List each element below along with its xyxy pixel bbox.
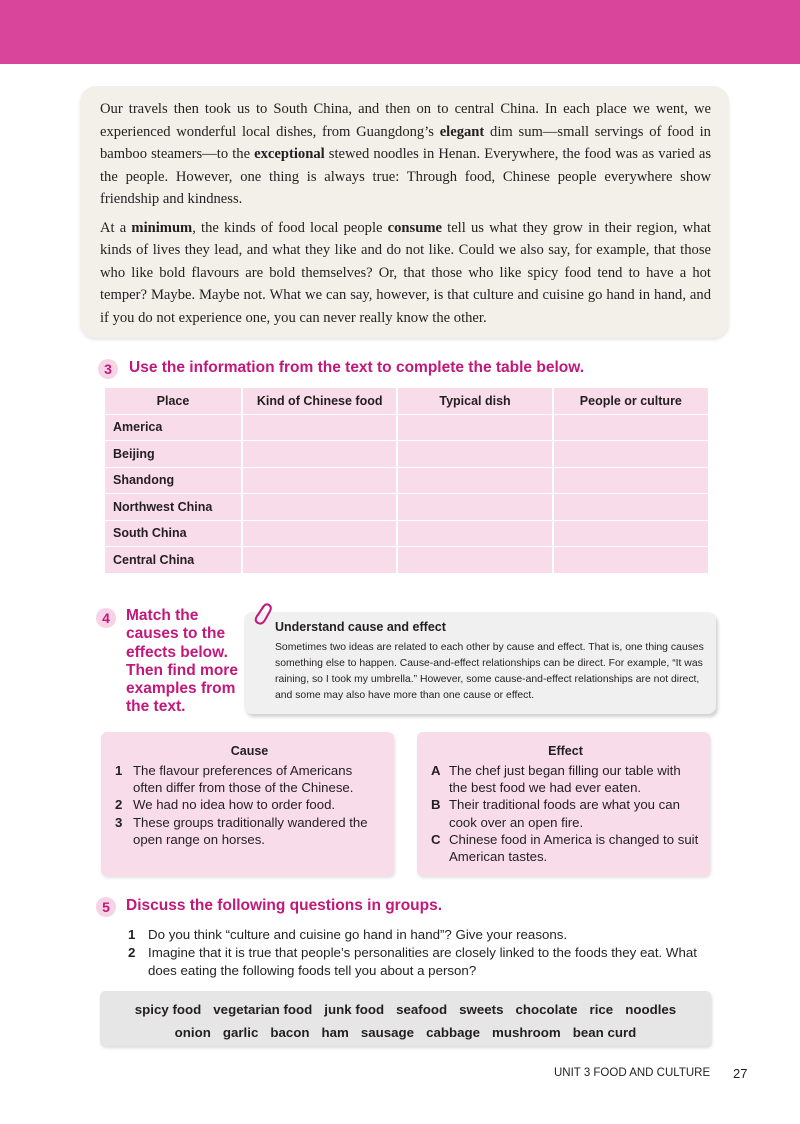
table-cell-blank	[398, 494, 551, 521]
page-number: 27	[733, 1066, 748, 1081]
table-cell-blank	[243, 415, 396, 442]
effect-item-text: Chinese food in America is changed to suit American tastes.	[449, 831, 699, 865]
table-cell-blank	[398, 521, 551, 548]
food-word: onion	[174, 1025, 211, 1040]
table-cell-blank	[398, 547, 551, 574]
tip-text: Sometimes two ideas are related to each other by cause and effect. That is, one thing causes something else to happen. Cause-and-effect relationships can be direct. For example, “It was raining, so I took my umbrella.” However, some cause-and-effect relationships are not direct, and some may also have more than one cause or effect.	[275, 642, 704, 701]
effect-item-number: B	[431, 797, 441, 813]
question-4-title: Match the causes to the effects below. Then find more examples from the text.	[126, 607, 238, 716]
food-row-1	[100, 998, 711, 1021]
question-5-title: Discuss the following questions in groups.	[126, 897, 443, 914]
reading-passage	[80, 86, 729, 338]
question-5-number: 5	[96, 897, 116, 917]
table-cell-blank	[554, 521, 708, 548]
vocab-word: minimum	[131, 219, 193, 236]
discussion-question-text: Do you think “culture and cuisine go hand in hand”? Give your reasons.	[148, 927, 568, 942]
table-cell-blank	[243, 468, 396, 495]
food-word: vegetarian food	[213, 1002, 313, 1017]
passage-text: , the kinds of food local people	[192, 219, 388, 236]
table-cell-blank	[554, 494, 708, 521]
table-cell-blank	[243, 547, 396, 574]
table-row	[105, 468, 708, 495]
table-cell-blank	[398, 468, 551, 495]
passage-text: dim sum—small servings of food in bamboo steamers—to the	[100, 123, 711, 162]
table-header: Typical dish	[398, 388, 551, 415]
food-word: ham	[321, 1025, 349, 1040]
table-cell-place: Northwest China	[105, 494, 241, 521]
table-header: Kind of Chinese food	[243, 388, 396, 415]
effect-heading: Effect	[548, 744, 583, 758]
vocab-word: consume	[387, 219, 442, 236]
table-cell-blank	[554, 468, 708, 495]
table-row	[105, 415, 708, 442]
passage-paragraph-1	[100, 98, 711, 211]
question-5-list	[128, 926, 708, 980]
cause-panel	[101, 732, 394, 876]
effect-item-text: Their traditional foods are what you can cook over an open fire.	[449, 797, 680, 830]
table-cell-blank	[243, 441, 396, 468]
effect-item	[431, 762, 700, 796]
food-word: cabbage	[426, 1025, 481, 1040]
question-3-number: 3	[98, 359, 118, 379]
effect-item	[431, 831, 700, 865]
discussion-question-text: Imagine that it is true that people’s personalities are closely linked to the foods they eat. What does eating the following foods tell you about a person?	[148, 945, 697, 978]
discussion-question	[128, 944, 708, 980]
food-word: sweets	[459, 1002, 504, 1017]
passage-text: stewed noodles in Henan. Everywhere, the food was as varied as the people. However, one thing is always true: Through food, Chinese people everywhere show friendship and kindness.	[100, 146, 711, 207]
question-3-title: Use the information from the text to complete the table below.	[129, 359, 585, 376]
vocab-word: exceptional	[254, 146, 325, 162]
food-word: bacon	[270, 1025, 310, 1040]
cause-item-text: The flavour preferences of Americans often differ from those of the Chinese.	[133, 763, 354, 796]
passage-paragraph-2	[100, 217, 711, 330]
table-cell-blank	[243, 521, 396, 548]
food-row-2	[100, 1021, 711, 1044]
passage-text: At a	[100, 219, 132, 236]
table-cell-place: Beijing	[105, 441, 241, 468]
cause-item	[115, 762, 384, 796]
effect-panel	[417, 732, 710, 876]
table-cell-blank	[398, 441, 551, 468]
table-row	[105, 494, 708, 521]
effect-item-text: The chef just began filling our table with the best food we had ever eaten.	[449, 763, 681, 796]
tip-box	[244, 612, 716, 714]
food-word: junk food	[324, 1002, 385, 1017]
table-cell-place: Central China	[105, 547, 241, 574]
cause-item-number: 2	[115, 797, 123, 813]
cause-item-number: 1	[115, 763, 123, 778]
paperclip-icon	[252, 601, 272, 627]
food-word-box	[100, 991, 711, 1046]
table-cell-place: South China	[105, 521, 241, 548]
table-row	[105, 441, 708, 468]
food-word: bean curd	[572, 1025, 637, 1040]
table-cell-blank	[554, 547, 708, 574]
food-word: mushroom	[492, 1025, 561, 1040]
table-header-row	[105, 388, 708, 415]
discussion-question-number: 1	[128, 927, 136, 942]
table-cell-blank	[554, 415, 708, 442]
vocab-word: elegant	[439, 123, 485, 140]
effect-item	[431, 796, 700, 830]
table-cell-blank	[398, 415, 551, 442]
header-band	[0, 0, 800, 64]
info-table	[103, 388, 710, 574]
passage-text: tell us what they grow in their region, what kinds of lives they lead, and what they like and do not like. Could we also say, for example, that those who like bold flavours are bold themselves? Or, that those who like spicy food tend to have a hot temper? Maybe. Maybe not. What we can say, however, is that culture and cuisine go hand in hand, and if you do not experience one, you can never really know the other.	[100, 219, 711, 326]
effect-item-number: A	[431, 763, 441, 778]
food-word: chocolate	[515, 1002, 578, 1017]
food-word: seafood	[396, 1002, 448, 1017]
table-row	[105, 547, 708, 574]
cause-item	[115, 796, 384, 813]
table-header: Place	[105, 388, 241, 415]
table-header: People or culture	[554, 388, 708, 415]
food-word: garlic	[222, 1025, 259, 1040]
food-word: spicy food	[134, 1002, 202, 1017]
tip-title: Understand cause and effect	[275, 620, 446, 634]
cause-item-number: 3	[115, 814, 123, 830]
unit-footer: UNIT 3 FOOD AND CULTURE	[554, 1067, 711, 1079]
passage-text: Our travels then took us to South China, and then on to central China. In each place we went, we experienced wonderful local dishes, from Guangdong’s	[100, 101, 711, 140]
food-word: noodles	[625, 1002, 677, 1017]
food-word: rice	[589, 1002, 614, 1017]
food-word: sausage	[360, 1025, 415, 1040]
cause-item-text: These groups traditionally wandered the open range on horses.	[133, 814, 368, 847]
question-4-number: 4	[96, 608, 116, 628]
cause-heading: Cause	[230, 744, 269, 758]
cause-item	[115, 814, 384, 848]
effect-item-number: C	[431, 831, 441, 847]
discussion-question	[128, 926, 708, 944]
cause-item-text: We had no idea how to order food.	[133, 797, 336, 813]
discussion-question-number: 2	[128, 945, 136, 960]
table-cell-place: Shandong	[105, 468, 241, 495]
table-cell-blank	[554, 441, 708, 468]
table-row	[105, 521, 708, 548]
table-cell-blank	[243, 494, 396, 521]
table-cell-place: America	[105, 415, 241, 442]
